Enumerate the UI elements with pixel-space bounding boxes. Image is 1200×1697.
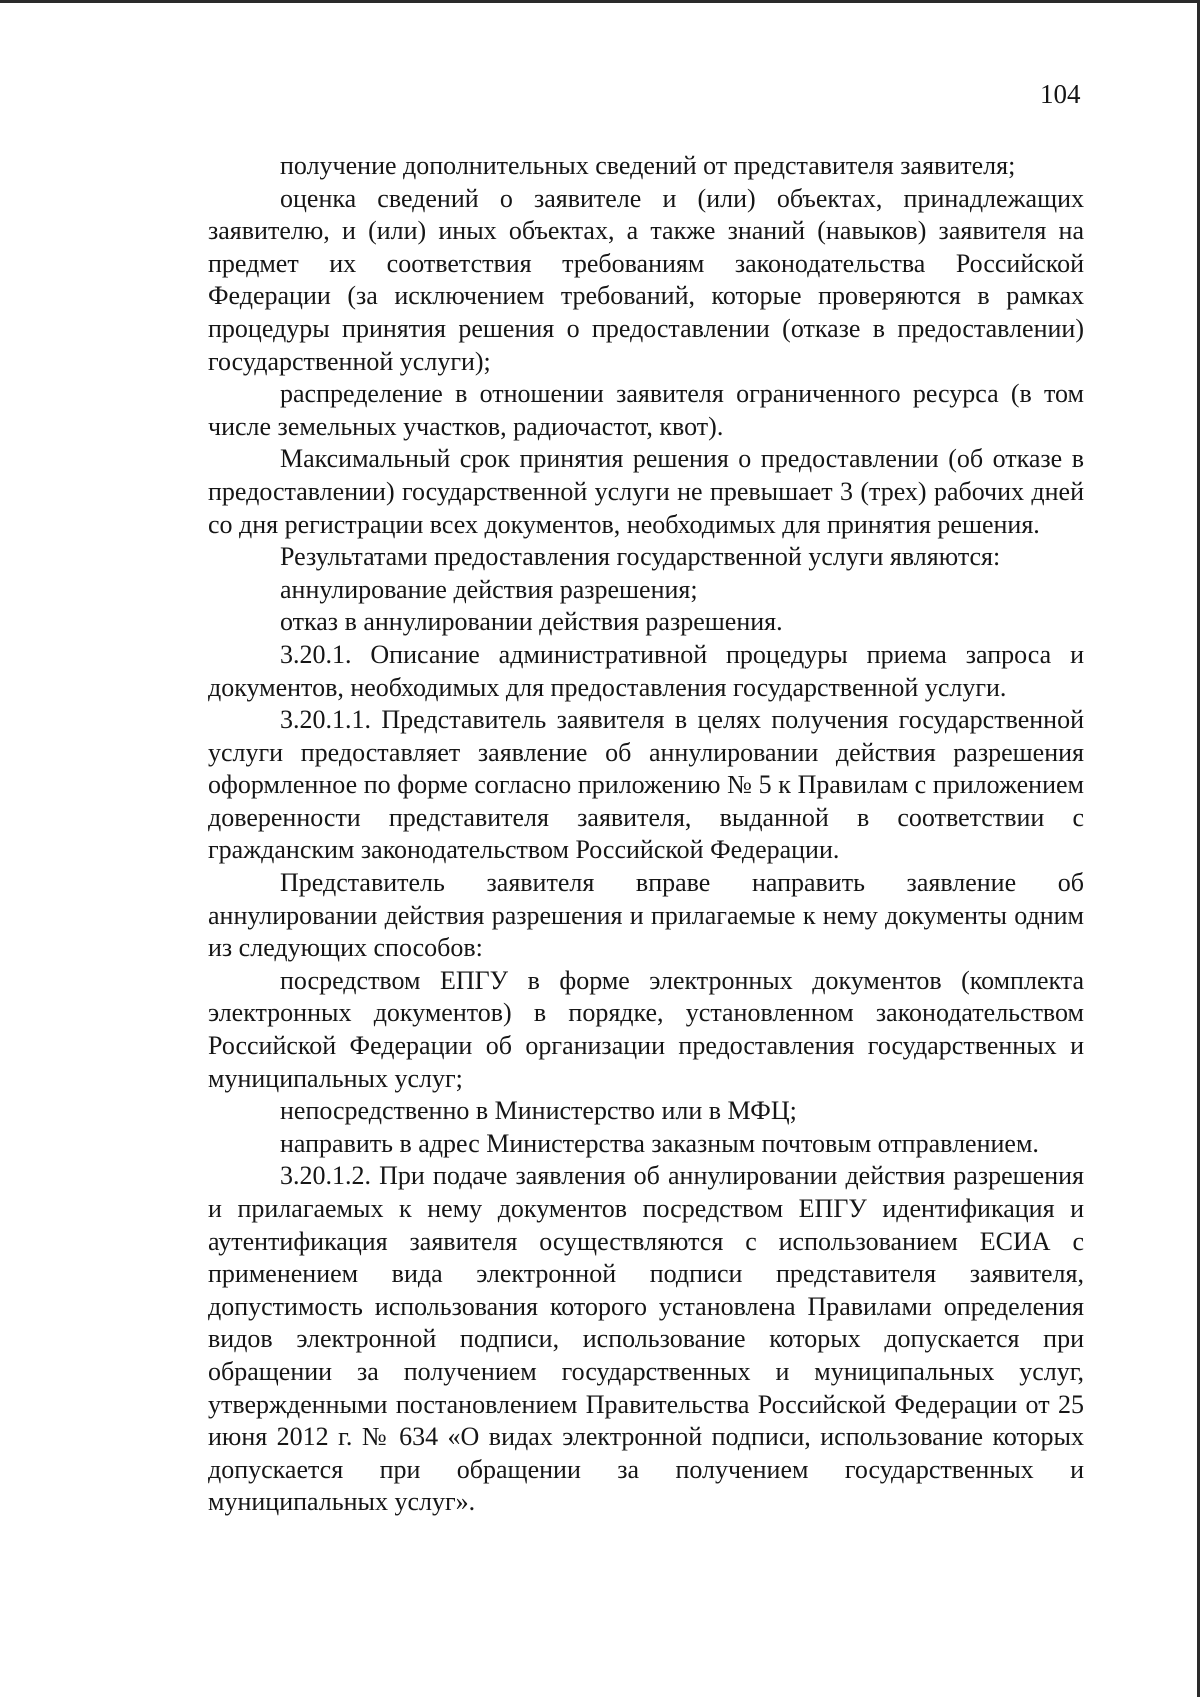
- document-body: [208, 150, 1084, 1519]
- paragraph-section-3-20-1-1: 3.20.1.1. Представитель заявителя в целях получения государственной услуги предоставляет заявление об аннулировании действия разрешения оформленное по форме согласно приложению № 5 к Правилам с приложением доверенности представителя заявителя, выданной в соответствии с гражданским законодательством Российской Федерации.: [208, 705, 1084, 865]
- page-number: 104: [1040, 79, 1081, 109]
- paragraph-method-mail: направить в адрес Министерства заказным почтовым отправлением.: [280, 1128, 1039, 1158]
- paragraph-section-3-20-1: 3.20.1. Описание административной процедуры приема запроса и документов, необходимых для предоставления государственной услуги.: [208, 639, 1084, 702]
- scan-edge-top: [0, 0, 1200, 3]
- paragraph-section-3-20-1-2: 3.20.1.2. При подаче заявления об аннулировании действия разрешения и прилагаемых к нему документов посредством ЕПГУ идентификация и аутентификация заявителя осуществляются с использованием ЕСИА с применением вида электронной подписи представителя заявителя, допустимость использования которого установлена Правилами определения видов электронной подписи, использование которых допускается при обращении за получением государственных и муниципальных услуг, утвержденными постановлением Правительства Российской Федерации от 25 июня 2012 г. № 634 «О видах электронной подписи, использование которых допускается при обращении за получением государственных и муниципальных услуг».: [208, 1161, 1084, 1517]
- paragraph-method-ministry-mfc: непосредственно в Министерство или в МФЦ;: [280, 1096, 797, 1126]
- paragraph-max-term: Максимальный срок принятия решения о предоставлении (об отказе в предоставлении) государственной услуги не превышает 3 (трех) рабочих дней со дня регистрации всех документов, необходимых для принятия решения.: [208, 444, 1084, 539]
- paragraph-assessment: оценка сведений о заявителе и (или) объектах, принадлежащих заявителю, и (или) иных объектах, а также знаний (навыков) заявителя на предмет их соответствия требованиям законодательства Российской Федерации (за исключением требований, которые проверяются в рамках процедуры принятия решения о предоставлении (отказе в предоставлении) государственной услуги);: [208, 183, 1084, 376]
- paragraph-additional-info: получение дополнительных сведений от представителя заявителя;: [280, 151, 1016, 180]
- paragraph-resource-distribution: распределение в отношении заявителя ограниченного ресурса (в том числе земельных участков, радиочастот, квот).: [208, 379, 1084, 441]
- paragraph-method-epgu: посредством ЕПГУ в форме электронных документов (комплекта электронных документов) в порядке, установленном законодательством Российской Федерации об организации предоставления государственных и муниципальных услуг;: [208, 965, 1084, 1093]
- paragraph-submission-methods: Представитель заявителя вправе направить заявление об аннулировании действия разрешения и прилагаемые к нему документы одним из следующих способов:: [208, 868, 1084, 963]
- paragraph-result-annulment: аннулирование действия разрешения;: [280, 574, 698, 604]
- paragraph-results-heading: Результатами предоставления государственной услуги являются:: [280, 542, 1001, 572]
- paragraph-result-refusal: отказ в аннулировании действия разрешения.: [280, 607, 783, 637]
